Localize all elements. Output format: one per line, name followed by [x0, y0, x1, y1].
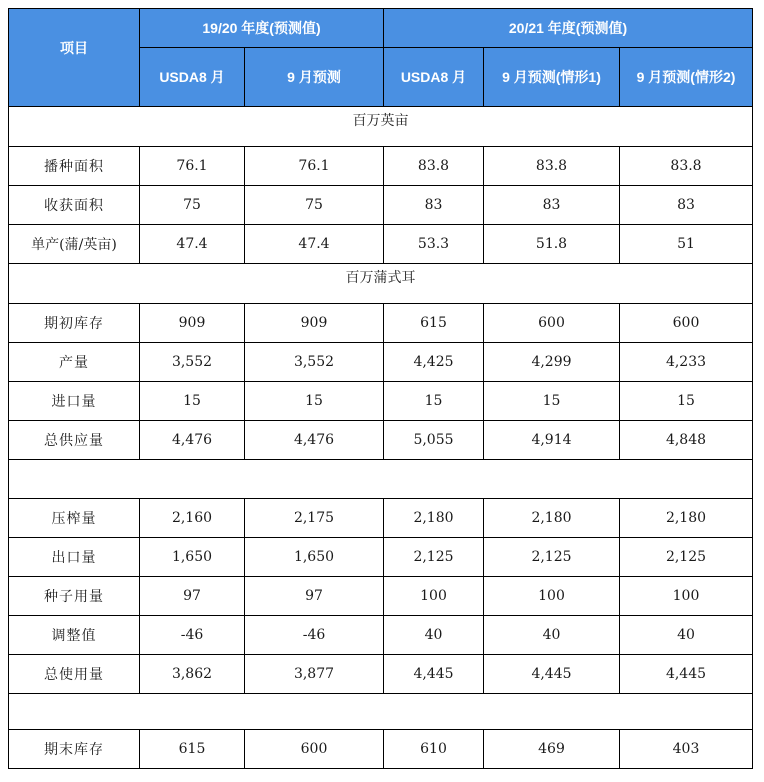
table-cell: 15 — [484, 382, 620, 421]
table-cell: 47.4 — [140, 225, 245, 264]
table-row — [9, 382, 753, 421]
table-cell: 15 — [620, 382, 753, 421]
row-label: 种子用量 — [9, 577, 140, 616]
table-cell: 4,476 — [140, 421, 245, 460]
header-item-label: 项目 — [9, 9, 140, 107]
table-cell: 4,299 — [484, 343, 620, 382]
table-cell: 75 — [245, 186, 384, 225]
row-label: 总使用量 — [9, 655, 140, 694]
table-cell: 100 — [484, 577, 620, 616]
table-cell: 4,445 — [620, 655, 753, 694]
table-row — [9, 616, 753, 655]
table-cell: 2,175 — [245, 499, 384, 538]
header-subcolumn-1920-usda-aug: USDA8 月 — [140, 48, 245, 107]
table-cell: 2,180 — [620, 499, 753, 538]
table-cell: 97 — [140, 577, 245, 616]
section-unit-label — [9, 460, 753, 499]
row-label: 进口量 — [9, 382, 140, 421]
table-row — [9, 147, 753, 186]
header-group-2021: 20/21 年度(预测值) — [384, 9, 753, 48]
table-cell: 47.4 — [245, 225, 384, 264]
section-unit-label: 百万蒲式耳 — [9, 264, 753, 304]
header-row-groups — [9, 9, 753, 48]
table-row — [9, 577, 753, 616]
table-cell: 83 — [384, 186, 484, 225]
header-group-1920: 19/20 年度(预测值) — [140, 9, 384, 48]
table-cell: 100 — [620, 577, 753, 616]
table-cell: 3,877 — [245, 655, 384, 694]
table-cell: 15 — [140, 382, 245, 421]
table-cell: 4,914 — [484, 421, 620, 460]
table-cell: 2,160 — [140, 499, 245, 538]
table-cell: 40 — [384, 616, 484, 655]
table-cell: 469 — [484, 730, 620, 769]
table-cell: 2,125 — [384, 538, 484, 577]
row-label: 期末库存 — [9, 730, 140, 769]
row-label: 单产(蒲/英亩) — [9, 225, 140, 264]
table-cell: 2,180 — [484, 499, 620, 538]
table-cell: 83 — [620, 186, 753, 225]
table-cell: 600 — [484, 304, 620, 343]
table-cell: 83.8 — [384, 147, 484, 186]
table-row — [9, 655, 753, 694]
table-cell: 51 — [620, 225, 753, 264]
table-cell: 51.8 — [484, 225, 620, 264]
table-row — [9, 421, 753, 460]
section-unit-row — [9, 107, 753, 147]
table-row — [9, 186, 753, 225]
table-cell: 4,445 — [484, 655, 620, 694]
row-label: 调整值 — [9, 616, 140, 655]
table-row — [9, 225, 753, 264]
table-cell: 3,862 — [140, 655, 245, 694]
table-cell: 53.3 — [384, 225, 484, 264]
table-cell: 2,125 — [484, 538, 620, 577]
table-cell: 610 — [384, 730, 484, 769]
blank-separator-row — [9, 694, 753, 730]
table-cell: 600 — [245, 730, 384, 769]
section-unit-row — [9, 264, 753, 304]
table-cell: 1,650 — [140, 538, 245, 577]
table-cell: 615 — [384, 304, 484, 343]
table-row — [9, 304, 753, 343]
table-cell: 76.1 — [140, 147, 245, 186]
soybean-balance-table — [8, 8, 753, 769]
header-subcolumn-2021-sep-scenario-1: 9 月预测(情形1) — [484, 48, 620, 107]
table-cell: 909 — [245, 304, 384, 343]
row-label: 总供应量 — [9, 421, 140, 460]
table-cell: 4,476 — [245, 421, 384, 460]
row-label: 出口量 — [9, 538, 140, 577]
header-subcolumn-2021-sep-scenario-2: 9 月预测(情形2) — [620, 48, 753, 107]
table-cell: 615 — [140, 730, 245, 769]
table-cell: -46 — [245, 616, 384, 655]
row-label: 收获面积 — [9, 186, 140, 225]
table-cell: 1,650 — [245, 538, 384, 577]
row-label: 播种面积 — [9, 147, 140, 186]
table-row — [9, 730, 753, 769]
header-subcolumn-2021-usda-aug: USDA8 月 — [384, 48, 484, 107]
table-cell: 40 — [484, 616, 620, 655]
table-cell: 83.8 — [620, 147, 753, 186]
table-cell: 4,233 — [620, 343, 753, 382]
table-cell: 15 — [245, 382, 384, 421]
table-cell: 97 — [245, 577, 384, 616]
table-cell: 4,848 — [620, 421, 753, 460]
table-cell: 15 — [384, 382, 484, 421]
table-cell: 5,055 — [384, 421, 484, 460]
table-cell: 3,552 — [140, 343, 245, 382]
table-cell: 83 — [484, 186, 620, 225]
row-label: 产量 — [9, 343, 140, 382]
table-cell: 4,425 — [384, 343, 484, 382]
table-cell: 403 — [620, 730, 753, 769]
table-cell: 2,125 — [620, 538, 753, 577]
table-cell: 3,552 — [245, 343, 384, 382]
table-cell: 4,445 — [384, 655, 484, 694]
table-cell: 100 — [384, 577, 484, 616]
table-cell: 40 — [620, 616, 753, 655]
table-cell: -46 — [140, 616, 245, 655]
blank-separator-row — [9, 460, 753, 499]
section-unit-label: 百万英亩 — [9, 107, 753, 147]
table-row — [9, 538, 753, 577]
table-cell: 83.8 — [484, 147, 620, 186]
table-cell: 75 — [140, 186, 245, 225]
table-row — [9, 499, 753, 538]
row-label: 压榨量 — [9, 499, 140, 538]
table-cell: 2,180 — [384, 499, 484, 538]
table-cell: 76.1 — [245, 147, 384, 186]
header-subcolumn-1920-sep-forecast: 9 月预测 — [245, 48, 384, 107]
table-row — [9, 343, 753, 382]
table-cell: 909 — [140, 304, 245, 343]
table-cell: 600 — [620, 304, 753, 343]
row-label: 期初库存 — [9, 304, 140, 343]
section-unit-label — [9, 694, 753, 730]
